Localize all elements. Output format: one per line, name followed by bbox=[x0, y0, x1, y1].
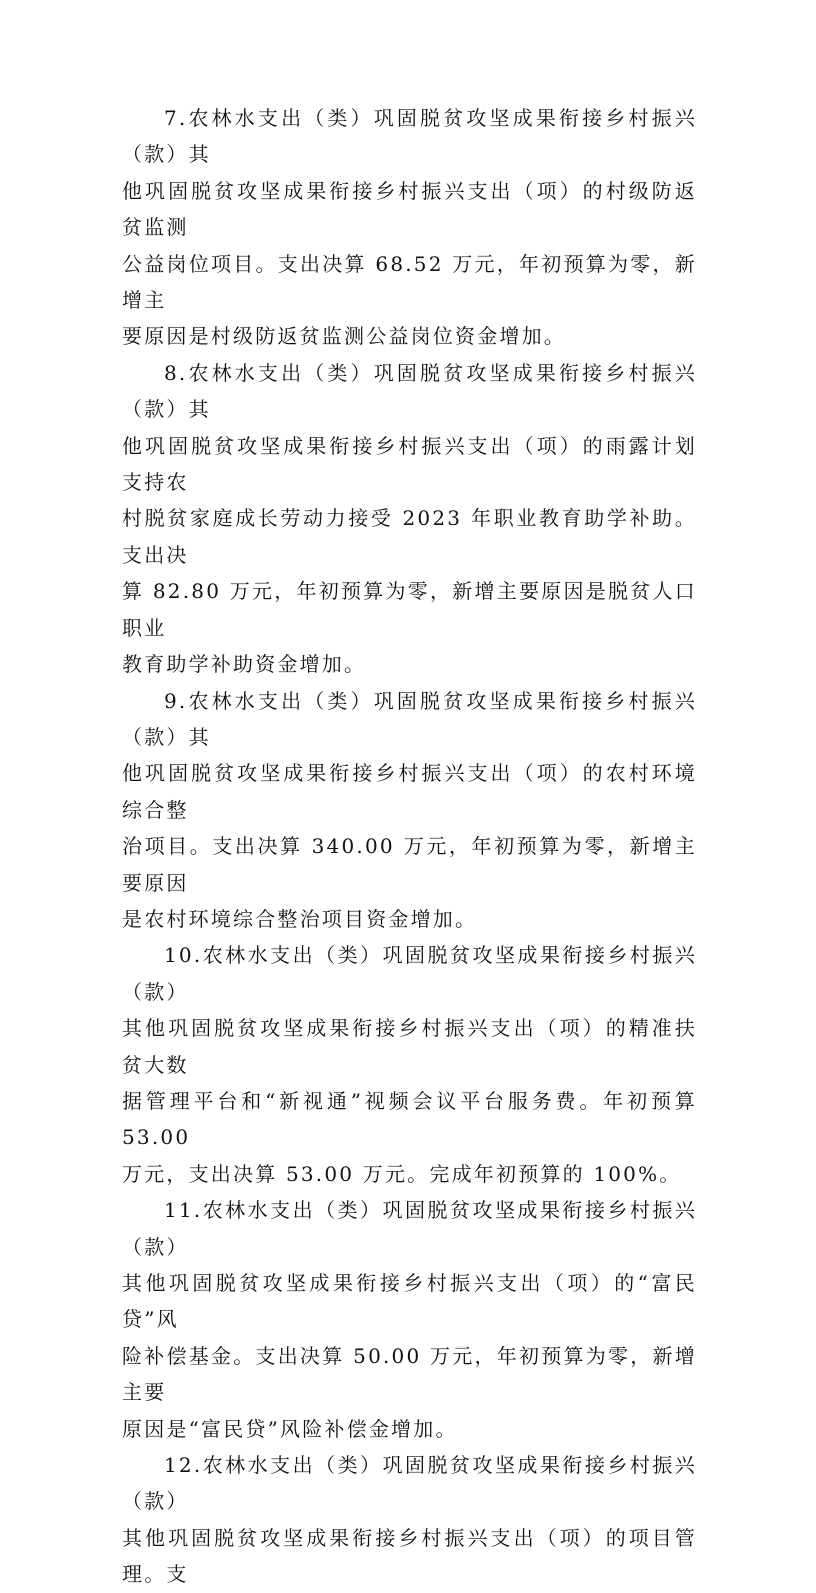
paragraph-item-11 bbox=[122, 1192, 697, 1447]
text-line: 7.农林水支出（类）巩固脱贫攻坚成果衔接乡村振兴（款）其 bbox=[122, 106, 697, 167]
paragraph-item-7 bbox=[122, 100, 697, 355]
text-line: 算 82.80 万元，年初预算为零，新增主要原因是脱贫人口职业 bbox=[122, 579, 697, 640]
text-line: 其他巩固脱贫攻坚成果衔接乡村振兴支出（项）的“富民贷”风 bbox=[122, 1271, 697, 1332]
text-line: 据管理平台和“新视通”视频会议平台服务费。年初预算 53.00 bbox=[122, 1088, 697, 1150]
text-line: 治项目。支出决算 340.00 万元，年初预算为零，新增主要原因 bbox=[122, 834, 697, 895]
text-line: 他巩固脱贫攻坚成果衔接乡村振兴支出（项）的村级防返贫监测 bbox=[122, 178, 697, 240]
paragraph-item-12 bbox=[122, 1447, 697, 1593]
text-line: 10.农林水支出（类）巩固脱贫攻坚成果衔接乡村振兴（款） bbox=[122, 943, 697, 1004]
text-line: 其他巩固脱贫攻坚成果衔接乡村振兴支出（项）的项目管理。支 bbox=[122, 1525, 697, 1587]
text-line: 村脱贫家庭成长劳动力接受 2023 年职业教育助学补助。支出决 bbox=[122, 506, 697, 567]
text-line: 12.农林水支出（类）巩固脱贫攻坚成果衔接乡村振兴（款） bbox=[122, 1453, 697, 1514]
text-line: 教育助学补助资金增加。 bbox=[122, 652, 367, 677]
text-line: 险补偿基金。支出决算 50.00 万元，年初预算为零，新增主要 bbox=[122, 1343, 697, 1405]
paragraph-item-9 bbox=[122, 683, 697, 938]
text-line: 公益岗位项目。支出决算 68.52 万元，年初预算为零，新增主 bbox=[122, 251, 697, 313]
text-line: 是农村环境综合整治项目资金增加。 bbox=[122, 906, 478, 931]
text-line: 8.农林水支出（类）巩固脱贫攻坚成果衔接乡村振兴（款）其 bbox=[122, 360, 697, 422]
paragraph-item-8 bbox=[122, 355, 697, 683]
text-line: 要原因是村级防返贫监测公益岗位资金增加。 bbox=[122, 324, 566, 349]
text-line: 其他巩固脱贫攻坚成果衔接乡村振兴支出（项）的精准扶贫大数 bbox=[122, 1016, 697, 1077]
text-line: 他巩固脱贫攻坚成果衔接乡村振兴支出（项）的农村环境综合整 bbox=[122, 761, 697, 822]
text-line: 原因是“富民贷”风险补偿金增加。 bbox=[122, 1416, 458, 1441]
paragraph-item-10 bbox=[122, 937, 697, 1192]
text-line: 11.农林水支出（类）巩固脱贫攻坚成果衔接乡村振兴（款） bbox=[122, 1198, 697, 1259]
document-body bbox=[122, 100, 697, 1593]
text-line: 他巩固脱贫攻坚成果衔接乡村振兴支出（项）的雨露计划支持农 bbox=[122, 433, 697, 495]
text-line: 9.农林水支出（类）巩固脱贫攻坚成果衔接乡村振兴（款）其 bbox=[122, 688, 697, 749]
text-line: 万元，支出决算 53.00 万元。完成年初预算的 100%。 bbox=[122, 1161, 682, 1186]
